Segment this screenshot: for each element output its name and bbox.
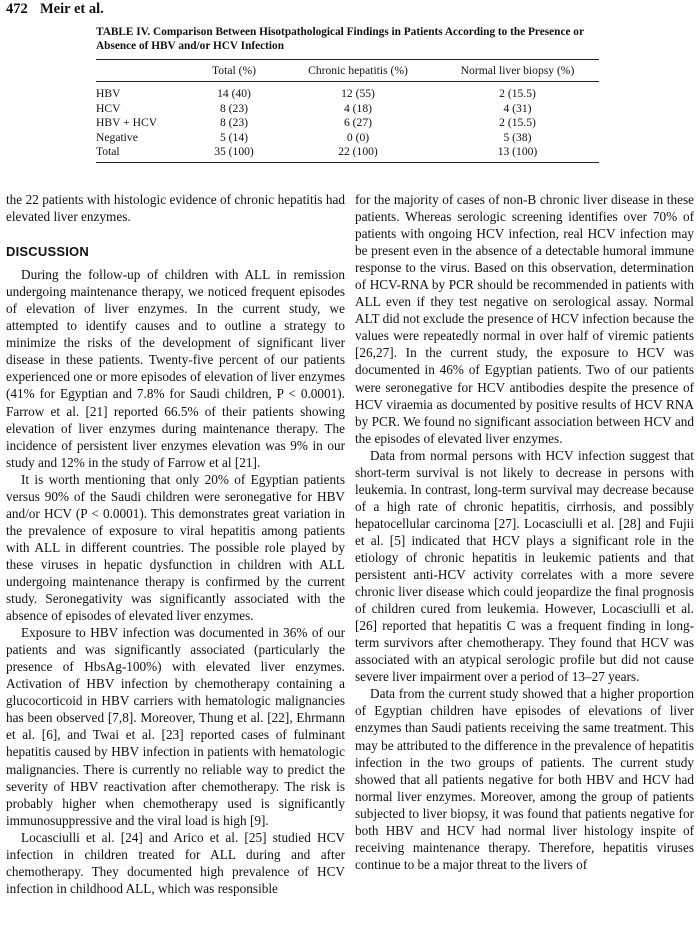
paragraph: It is worth mentioning that only 20% of Egyptian patients versus 90% of the Saudi children were seronegative for HBV and/or HCV (P < 0.0001). This demonstrates great variation in the prevalence of exposure to viral hepatitis among patients with ALL in different countries. The possible role played by these viruses in hepatic dysfunction in children with ALL undergoing maintenance therapy is confirmed by the current study. Seronegativity was significantly associated with the absence of episodes of elevated liver enzymes. [6,471,345,624]
table-row [96,131,599,145]
section-heading-discussion: DISCUSSION [6,244,89,260]
table-cell: 2 (15.5) [499,87,536,101]
table-cell: 4 (31) [503,101,532,115]
table-cell: 8 (23) [219,101,248,115]
left-column [6,191,345,897]
page-number: 472 [6,1,28,17]
table-cell: 8 (23) [219,116,248,130]
row-label: Negative [96,130,138,144]
table-cell: 12 (55) [341,87,375,101]
row-label: HBV + HCV [96,116,158,130]
table-row [96,82,599,102]
table-cell: 22 (100) [280,145,436,163]
table-row [96,102,599,116]
paragraph: Exposure to HBV infection was documented in 36% of our patients and was significantly associated (particularly the presence of HbsAg-100%) with elevated liver enzymes. Activation of HBV infection by chemotherapy containing a glucocorticoid in HBV carriers with hematologic malignancies has been observed [7,8]. Moreover, Thung et al. [22], Ehrmann et al. [6], and Twai et al. [23] reported cases of fulminant hepatitis caused by HBV infection in patients with hematologic malignancies. There is currently no reliable way to predict the severity of HBV reactivation after chemotherapy. The risk is probably higher when chemotherapy used is significantly immunosuppressive and the viral load is high [9]. [6,625,345,828]
table-row [96,145,599,163]
table-cell: 4 (18) [343,101,372,115]
paragraph: During the follow-up of children with ALL in remission undergoing maintenance therapy, we noticed frequent episodes of elevation of liver enzymes. In the current study, we attempted to identify causes and to outline a strategy to minimize the risks of the development of significant liver disease in these patients. Twenty-five percent of our patients experienced one or more episodes of elevation of liver enzymes (41% for Egyptian and 7.8% for Saudi children, P < 0.0001). Farrow et al. [21] reported 66.5% of their patients showing elevation of liver enzymes during maintenance therapy. The incidence of persistent liver enzymes elevation was 9% in our study and 12% in the study of Farrow et al [21]. [6,267,345,470]
table-header-cell: Normal liver biopsy (%) [436,60,599,82]
table-cell: 6 (27) [343,116,372,130]
table-cell: 13 (100) [436,145,599,163]
row-label: HCV [96,101,121,115]
table-cell: 2 (15.5) [499,116,536,130]
table-iv [96,25,599,163]
row-label: HBV [96,87,121,101]
paragraph: the 22 patients with histologic evidence of chronic hepatitis had elevated liver enzymes. [6,192,345,225]
table-cell: 0 (0) [346,130,370,144]
table-header-row [96,60,599,82]
right-column [355,191,694,873]
paragraph: Data from normal persons with HCV infection suggest that short-term survival is not likely to decrease in persons with leukemia. In contrast, long-term survival may decrease because of a high rate of chronic hepatitis, cirrhosis, and possibly hepatocellular carcinoma [27]. Locasciulli et al. [28] and Fujii et al. [5] indicated that HCV plays a significant role in the etiology of chronic hepatitis in leukemic patients and that persistent anti-HCV activity correlates with a more severe chronic liver disease which could jeopardize the final prognosis of children cured from leukemia. However, Locasciulli et al. [26] reported that hepatitis C was a frequent finding in long-term survivors after chemotherapy. They found that HCV was associated with an atypical serologic profile but did not cause severe liver impairment over a period of 13–27 years. [355,447,694,685]
paragraph: for the majority of cases of non-B chronic liver disease in these patients. Whereas serologic screening identifies over 70% of patients with ongoing HCV infection, real HCV infection may be present even in the absence of a detectable humoral immune response to the virus. Based on this observation, determination of HCV-RNA by PCR should be recommended in patients with ALL even if they test negative on serological assay. Normal ALT did not exclude the presence of HCV infection because the values were repeatedly normal in over half of viremic patients [26,27]. In the current study, the exposure to HCV was documented in 46% of Egyptian patients. Two of our patients were seronegative for HCV antibodies despite the presence of HCV viraemia as documented by positive results of HCV RNA by PCR. We found no significant association between HCV and the episodes of elevated liver enzymes. [355,192,695,446]
table-row [96,116,599,130]
table-cell: 35 (100) [188,145,280,163]
table-cell: 5 (38) [503,130,532,144]
table-header-cell [96,60,188,82]
running-head [6,1,104,18]
table-cell: 14 (40) [217,87,251,101]
paragraph: Data from the current study showed that a higher proportion of Egyptian children have episodes of elevations of liver enzymes than Saudi patients receiving the same treatment. This may be attributed to the difference in the prevalence of hepatitis infection in the two groups of patients. The current study showed that all patients negative for both HBV and HCV had normal liver enzymes. Moreover, among the group of patients subjected to liver biopsy, it was found that patients negative for both HBV and HCV had normal liver histology inspite of receiving maintenance therapy. Therefore, hepatitis viruses continue to be a major threat to the livers of [355,686,694,872]
paragraph: Locasciulli et al. [24] and Arico et al. [25] studied HCV infection in children treated for ALL during and after chemotherapy. They documented high prevalence of HCV infection in childhood ALL, which was responsible [6,829,345,896]
table-header-cell: Chronic hepatitis (%) [280,60,436,82]
running-head-authors: Meir et al. [40,1,104,17]
table-header-cell: Total (%) [188,60,280,82]
findings-table [96,59,599,163]
table-cell: 5 (14) [219,130,248,144]
table-caption: TABLE IV. Comparison Between Hisotpathological Findings in Patients According to the Presence or Absence of HBV and/or HCV Infection [96,26,584,52]
row-label: Total [96,145,188,163]
